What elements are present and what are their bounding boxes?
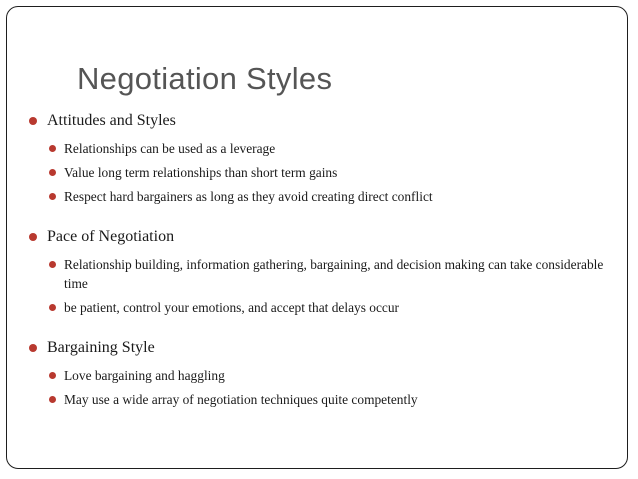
list-item-text: May use a wide array of negotiation techniques quite competently bbox=[64, 392, 418, 407]
section-heading-text: Attitudes and Styles bbox=[47, 112, 176, 129]
list-item bbox=[49, 163, 609, 182]
sub-bullet-list bbox=[29, 139, 609, 206]
list-item bbox=[49, 298, 609, 317]
list-item bbox=[49, 187, 609, 206]
list-item-text: Respect hard bargainers as long as they avoid creating direct conflict bbox=[64, 189, 433, 204]
bullet-icon bbox=[49, 193, 56, 200]
list-item-text: be patient, control your emotions, and accept that delays occur bbox=[64, 300, 400, 315]
bullet-icon bbox=[49, 396, 56, 403]
list-item bbox=[49, 139, 609, 158]
list-item bbox=[49, 255, 609, 293]
section-heading bbox=[29, 338, 609, 358]
bullet-icon bbox=[49, 145, 56, 152]
section-pace-of-negotiation bbox=[29, 227, 609, 317]
section-heading bbox=[29, 111, 609, 131]
bullet-icon bbox=[49, 261, 56, 268]
section-attitudes-and-styles bbox=[29, 111, 609, 206]
section-heading-text: Pace of Negotiation bbox=[47, 228, 175, 245]
list-item-text: Relationship building, information gathering, bargaining, and decision making can take considerable time bbox=[64, 257, 604, 291]
list-item bbox=[49, 390, 609, 409]
section-heading-text: Bargaining Style bbox=[47, 339, 155, 356]
bullet-icon bbox=[29, 344, 37, 352]
slide-title: Negotiation Styles bbox=[77, 61, 333, 96]
bullet-icon bbox=[49, 372, 56, 379]
list-item-text: Love bargaining and haggling bbox=[64, 368, 225, 383]
list-item-text: Value long term relationships than short term gains bbox=[64, 165, 338, 180]
slide-frame bbox=[6, 6, 628, 469]
bullet-icon bbox=[49, 169, 56, 176]
list-item-text: Relationships can be used as a leverage bbox=[64, 141, 276, 156]
list-item bbox=[49, 366, 609, 385]
slide-content bbox=[29, 111, 609, 430]
sub-bullet-list bbox=[29, 366, 609, 409]
section-heading bbox=[29, 227, 609, 247]
bullet-icon bbox=[49, 304, 56, 311]
bullet-icon bbox=[29, 233, 37, 241]
section-bargaining-style bbox=[29, 338, 609, 409]
sub-bullet-list bbox=[29, 255, 609, 317]
bullet-icon bbox=[29, 117, 37, 125]
